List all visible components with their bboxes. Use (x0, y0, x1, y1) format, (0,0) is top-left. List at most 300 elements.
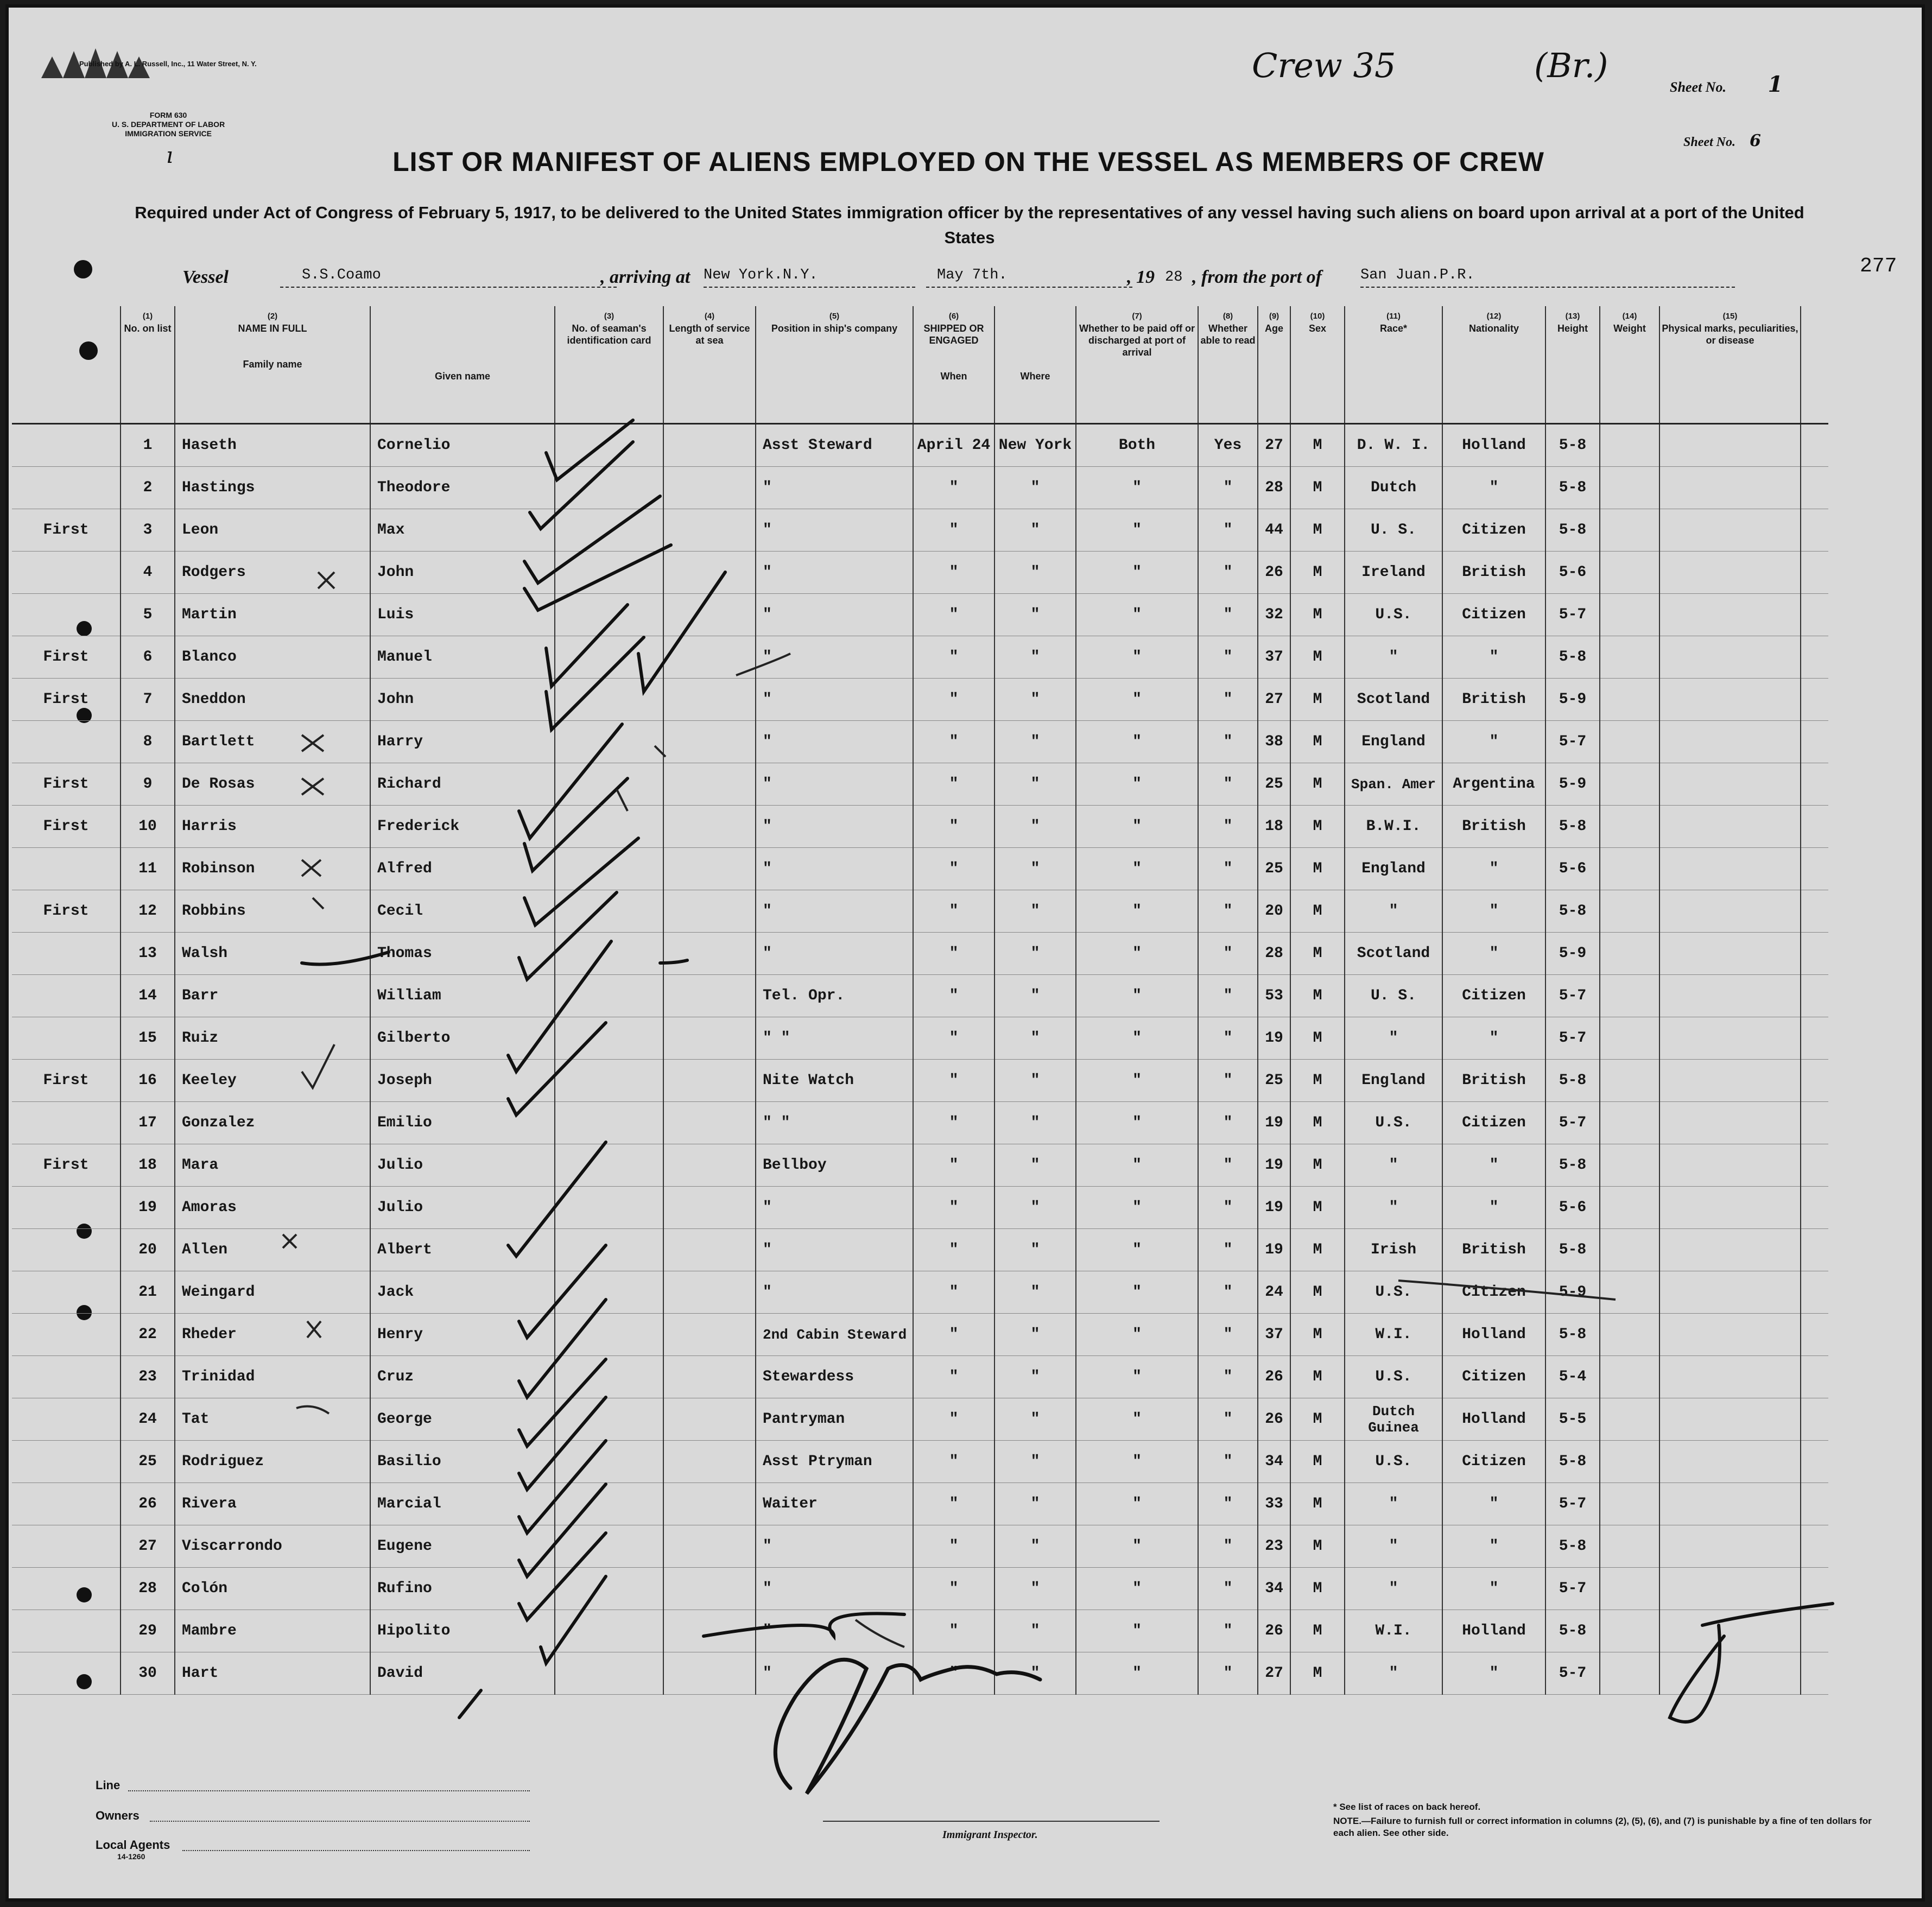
shipped-when: " (913, 763, 994, 806)
table-row (12, 1187, 1828, 1229)
position: " " (756, 1102, 913, 1144)
extra-cell (1801, 1060, 1828, 1102)
vessel-label: Vessel (182, 267, 229, 287)
service-cell (663, 1652, 756, 1695)
id-card-cell (555, 721, 663, 763)
vessel-line (182, 267, 229, 288)
extra-cell (1801, 636, 1828, 679)
age: 28 (1258, 467, 1290, 509)
weight (1600, 975, 1659, 1017)
position: Stewardess (756, 1356, 913, 1398)
row-mark (12, 1314, 121, 1356)
given-name: Joseph (370, 1060, 555, 1102)
shipped-where: " (994, 679, 1076, 721)
position: Bellboy (756, 1144, 913, 1187)
extra-cell (1801, 1652, 1828, 1695)
height: 5-6 (1545, 1187, 1600, 1229)
table-row (12, 1060, 1828, 1102)
nationality: " (1442, 890, 1545, 933)
table-row (12, 1271, 1828, 1314)
height: 5-8 (1545, 1229, 1600, 1271)
row-number: 11 (121, 848, 175, 890)
shipped-where: " (994, 1314, 1076, 1356)
row-mark (12, 1102, 121, 1144)
able-to-read: " (1198, 1356, 1258, 1398)
row-number: 26 (121, 1483, 175, 1525)
table-row (12, 1356, 1828, 1398)
sex: M (1290, 1652, 1345, 1695)
service-cell (663, 1610, 756, 1652)
id-card-cell (555, 1483, 663, 1525)
family-name: Robbins (175, 890, 370, 933)
sex: M (1290, 1314, 1345, 1356)
row-mark (12, 424, 121, 467)
given-name: John (370, 552, 555, 594)
id-card-cell (555, 1314, 663, 1356)
service-cell (663, 1441, 756, 1483)
race: Span. Amer (1345, 763, 1442, 806)
given-name: Cornelio (370, 424, 555, 467)
id-card-cell (555, 1568, 663, 1610)
race: " (1345, 890, 1442, 933)
given-name: Albert (370, 1229, 555, 1271)
family-name: Gonzalez (175, 1102, 370, 1144)
age: 24 (1258, 1271, 1290, 1314)
family-name: Bartlett (175, 721, 370, 763)
position: " " (756, 1017, 913, 1060)
sex: M (1290, 424, 1345, 467)
physical-marks (1659, 467, 1801, 509)
race: " (1345, 636, 1442, 679)
row-mark (12, 594, 121, 636)
position: " (756, 1229, 913, 1271)
nationality: Holland (1442, 1610, 1545, 1652)
arrival-year: 28 (1165, 269, 1183, 286)
service-cell (663, 933, 756, 975)
header-length-service: (4) Length of service at sea (663, 306, 756, 424)
extra-cell (1801, 806, 1828, 848)
weight (1600, 933, 1659, 975)
weight (1600, 467, 1659, 509)
nationality: Holland (1442, 424, 1545, 467)
from-port: San Juan.P.R. (1360, 267, 1735, 288)
extra-cell (1801, 721, 1828, 763)
able-to-read: " (1198, 1652, 1258, 1695)
row-mark (12, 467, 121, 509)
extra-cell (1801, 552, 1828, 594)
sex: M (1290, 1060, 1345, 1102)
paid-off: " (1076, 975, 1198, 1017)
shipped-when: " (913, 890, 994, 933)
shipped-where: " (994, 933, 1076, 975)
paid-off: " (1076, 1652, 1198, 1695)
extra-cell (1801, 467, 1828, 509)
able-to-read: " (1198, 1187, 1258, 1229)
weight (1600, 1568, 1659, 1610)
table-row (12, 975, 1828, 1017)
id-card-cell (555, 1060, 663, 1102)
race: U.S. (1345, 1356, 1442, 1398)
shipped-where: " (994, 1483, 1076, 1525)
header-given-name: Given name (370, 306, 555, 424)
year-prefix: , 19 (1127, 267, 1155, 287)
shipped-when: " (913, 1652, 994, 1695)
table-body (12, 424, 1828, 1695)
shipped-where: " (994, 1610, 1076, 1652)
age: 25 (1258, 848, 1290, 890)
extra-cell (1801, 763, 1828, 806)
table-row (12, 1610, 1828, 1652)
height: 5-8 (1545, 424, 1600, 467)
row-number: 30 (121, 1652, 175, 1695)
age: 27 (1258, 1652, 1290, 1695)
age: 32 (1258, 594, 1290, 636)
row-number: 27 (121, 1525, 175, 1568)
inspector-line (823, 1821, 1160, 1822)
given-name: Marcial (370, 1483, 555, 1525)
position: Nite Watch (756, 1060, 913, 1102)
table-row (12, 721, 1828, 763)
sheet-label-text-2: Sheet No. (1683, 135, 1735, 149)
shipped-where: " (994, 1568, 1076, 1610)
paid-off: " (1076, 890, 1198, 933)
height: 5-8 (1545, 1060, 1600, 1102)
id-card-cell (555, 1017, 663, 1060)
given-name: Richard (370, 763, 555, 806)
physical-marks (1659, 594, 1801, 636)
header-id-card: (3) No. of seaman's identification card (555, 306, 663, 424)
shipped-when: " (913, 1271, 994, 1314)
nationality: " (1442, 467, 1545, 509)
race: Scotland (1345, 679, 1442, 721)
weight (1600, 509, 1659, 552)
age: 19 (1258, 1187, 1290, 1229)
weight (1600, 721, 1659, 763)
family-name: Hart (175, 1652, 370, 1695)
row-mark (12, 1610, 121, 1652)
row-mark (12, 975, 121, 1017)
sex: M (1290, 721, 1345, 763)
physical-marks (1659, 1441, 1801, 1483)
row-mark: First (12, 679, 121, 721)
form-number: FORM 630 (149, 111, 187, 119)
race: Ireland (1345, 552, 1442, 594)
table-row (12, 509, 1828, 552)
row-mark (12, 933, 121, 975)
table-row (12, 424, 1828, 467)
family-name: Tat (175, 1398, 370, 1441)
physical-marks (1659, 1017, 1801, 1060)
service-cell (663, 424, 756, 467)
row-mark: First (12, 1060, 121, 1102)
extra-cell (1801, 848, 1828, 890)
extra-cell (1801, 1568, 1828, 1610)
table-row (12, 1441, 1828, 1483)
extra-cell (1801, 1483, 1828, 1525)
header-mark-col (12, 306, 121, 424)
height: 5-9 (1545, 763, 1600, 806)
given-name: Henry (370, 1314, 555, 1356)
position: " (756, 1271, 913, 1314)
age: 53 (1258, 975, 1290, 1017)
height: 5-7 (1545, 1483, 1600, 1525)
sheet-mark-left: ı (166, 143, 173, 168)
table-row (12, 1102, 1828, 1144)
sheet-number-second: 6 (1750, 131, 1761, 150)
header-nationality: (12) Nationality (1442, 306, 1545, 424)
given-name: Cecil (370, 890, 555, 933)
race: Scotland (1345, 933, 1442, 975)
sex: M (1290, 1398, 1345, 1441)
extra-cell (1801, 1017, 1828, 1060)
sheet-label-text: Sheet No. (1670, 79, 1726, 95)
height: 5-8 (1545, 890, 1600, 933)
given-name: Rufino (370, 1568, 555, 1610)
header-height: (13) Height (1545, 306, 1600, 424)
able-to-read: " (1198, 933, 1258, 975)
service-cell (663, 1314, 756, 1356)
row-mark (12, 1568, 121, 1610)
service-cell (663, 509, 756, 552)
race: U.S. (1345, 1102, 1442, 1144)
shipped-where: " (994, 1017, 1076, 1060)
sex: M (1290, 509, 1345, 552)
race: U.S. (1345, 594, 1442, 636)
row-number: 29 (121, 1610, 175, 1652)
table-row (12, 679, 1828, 721)
race: " (1345, 1652, 1442, 1695)
able-to-read: " (1198, 679, 1258, 721)
sex: M (1290, 763, 1345, 806)
arriving-at: New York.N.Y. (704, 267, 915, 288)
row-mark: First (12, 509, 121, 552)
age: 34 (1258, 1568, 1290, 1610)
age: 26 (1258, 552, 1290, 594)
extra-cell (1801, 1144, 1828, 1187)
shipped-when: " (913, 1102, 994, 1144)
header-position: (5) Position in ship's company (756, 306, 913, 424)
nationality: Citizen (1442, 594, 1545, 636)
given-name: George (370, 1398, 555, 1441)
form-service: IMMIGRATION SERVICE (125, 129, 212, 138)
given-name: Julio (370, 1187, 555, 1229)
row-number: 3 (121, 509, 175, 552)
service-cell (663, 1060, 756, 1102)
weight (1600, 1229, 1659, 1271)
id-card-cell (555, 552, 663, 594)
able-to-read: " (1198, 1144, 1258, 1187)
row-mark (12, 1229, 121, 1271)
race: Irish (1345, 1229, 1442, 1271)
sex: M (1290, 890, 1345, 933)
paid-off: " (1076, 636, 1198, 679)
service-cell (663, 1483, 756, 1525)
row-mark: First (12, 890, 121, 933)
shipped-when: " (913, 594, 994, 636)
nationality: British (1442, 1060, 1545, 1102)
family-name: Rodriguez (175, 1441, 370, 1483)
service-cell (663, 1568, 756, 1610)
paid-off: " (1076, 1229, 1198, 1271)
row-mark (12, 721, 121, 763)
physical-marks (1659, 424, 1801, 467)
row-number: 16 (121, 1060, 175, 1102)
able-to-read: " (1198, 467, 1258, 509)
position: " (756, 1568, 913, 1610)
header-family-name: (2) NAME IN FULL Family name (175, 306, 370, 424)
service-cell (663, 552, 756, 594)
extra-cell (1801, 424, 1828, 467)
physical-marks (1659, 721, 1801, 763)
paid-off: " (1076, 594, 1198, 636)
height: 5-8 (1545, 1144, 1600, 1187)
sex: M (1290, 975, 1345, 1017)
shipped-when: April 24 (913, 424, 994, 467)
paid-off: " (1076, 1525, 1198, 1568)
able-to-read: " (1198, 890, 1258, 933)
able-to-read: " (1198, 509, 1258, 552)
position: " (756, 594, 913, 636)
row-number: 23 (121, 1356, 175, 1398)
nationality: Citizen (1442, 1441, 1545, 1483)
shipped-where: " (994, 1441, 1076, 1483)
paid-off: " (1076, 933, 1198, 975)
page-title: LIST OR MANIFEST OF ALIENS EMPLOYED ON THE VESSEL AS MEMBERS OF CREW (392, 147, 1544, 177)
given-name: Gilberto (370, 1017, 555, 1060)
age: 37 (1258, 1314, 1290, 1356)
given-name: Jack (370, 1271, 555, 1314)
id-card-cell (555, 1441, 663, 1483)
nationality: " (1442, 1483, 1545, 1525)
service-cell (663, 848, 756, 890)
paid-off: " (1076, 1060, 1198, 1102)
given-name: Hipolito (370, 1610, 555, 1652)
header-physical-marks: (15) Physical marks, peculiarities, or disease (1659, 306, 1801, 424)
weight (1600, 763, 1659, 806)
family-name: Trinidad (175, 1356, 370, 1398)
shipped-when: " (913, 1483, 994, 1525)
nationality: British (1442, 679, 1545, 721)
id-card-cell (555, 1229, 663, 1271)
vessel-name: S.S.Coamo (280, 267, 617, 288)
age: 19 (1258, 1102, 1290, 1144)
position: " (756, 1525, 913, 1568)
sex: M (1290, 1525, 1345, 1568)
height: 5-9 (1545, 933, 1600, 975)
id-card-cell (555, 1652, 663, 1695)
height: 5-7 (1545, 1102, 1600, 1144)
table-row (12, 806, 1828, 848)
sex: M (1290, 848, 1345, 890)
given-name: Luis (370, 594, 555, 636)
physical-marks (1659, 1652, 1801, 1695)
header-no: (1) No. on list (121, 306, 175, 424)
weight (1600, 1314, 1659, 1356)
row-mark: First (12, 636, 121, 679)
able-to-read: " (1198, 848, 1258, 890)
manifest-sheet (5, 4, 1925, 1902)
able-to-read: " (1198, 721, 1258, 763)
shipped-when: " (913, 933, 994, 975)
paid-off: " (1076, 721, 1198, 763)
position: " (756, 848, 913, 890)
from-label: , from the port of (1192, 267, 1322, 287)
position: Pantryman (756, 1398, 913, 1441)
service-cell (663, 1144, 756, 1187)
physical-marks (1659, 1229, 1801, 1271)
row-mark (12, 848, 121, 890)
row-mark: First (12, 763, 121, 806)
race: U. S. (1345, 975, 1442, 1017)
family-name: Rheder (175, 1314, 370, 1356)
service-cell (663, 1102, 756, 1144)
crew-manifest-table (12, 306, 1828, 1695)
shipped-when: " (913, 1187, 994, 1229)
service-cell (663, 1271, 756, 1314)
row-number: 19 (121, 1187, 175, 1229)
header-extra (1801, 306, 1828, 424)
shipped-where: " (994, 1187, 1076, 1229)
position: Waiter (756, 1483, 913, 1525)
family-name: Hastings (175, 467, 370, 509)
height: 5-4 (1545, 1356, 1600, 1398)
shipped-when: " (913, 1525, 994, 1568)
service-cell (663, 975, 756, 1017)
row-number: 28 (121, 1568, 175, 1610)
table-row (12, 1568, 1828, 1610)
service-cell (663, 467, 756, 509)
service-cell (663, 1187, 756, 1229)
given-name: Frederick (370, 806, 555, 848)
given-name: Theodore (370, 467, 555, 509)
age: 19 (1258, 1017, 1290, 1060)
header-paid-off: (7) Whether to be paid off or discharged at port of arrival (1076, 306, 1198, 424)
able-to-read: " (1198, 594, 1258, 636)
height: 5-6 (1545, 848, 1600, 890)
family-name: Colón (175, 1568, 370, 1610)
physical-marks (1659, 552, 1801, 594)
weight (1600, 1525, 1659, 1568)
physical-marks (1659, 848, 1801, 890)
shipped-where: " (994, 1356, 1076, 1398)
shipped-where: " (994, 890, 1076, 933)
extra-cell (1801, 933, 1828, 975)
height: 5-9 (1545, 1271, 1600, 1314)
age: 23 (1258, 1525, 1290, 1568)
row-mark (12, 1525, 121, 1568)
row-mark: First (12, 806, 121, 848)
header-shipped-when: (6) SHIPPED OR ENGAGED When (913, 306, 994, 424)
extra-cell (1801, 890, 1828, 933)
height: 5-6 (1545, 552, 1600, 594)
weight (1600, 1144, 1659, 1187)
paid-off: " (1076, 1144, 1198, 1187)
height: 5-8 (1545, 1525, 1600, 1568)
family-name: Ruiz (175, 1017, 370, 1060)
id-card-cell (555, 1102, 663, 1144)
row-mark (12, 1356, 121, 1398)
service-cell (663, 1017, 756, 1060)
weight (1600, 1610, 1659, 1652)
physical-marks (1659, 1314, 1801, 1356)
paid-off: " (1076, 806, 1198, 848)
paid-off: " (1076, 1017, 1198, 1060)
nationality: British (1442, 552, 1545, 594)
family-name: Leon (175, 509, 370, 552)
given-name: Max (370, 509, 555, 552)
paid-off: " (1076, 552, 1198, 594)
position: " (756, 509, 913, 552)
